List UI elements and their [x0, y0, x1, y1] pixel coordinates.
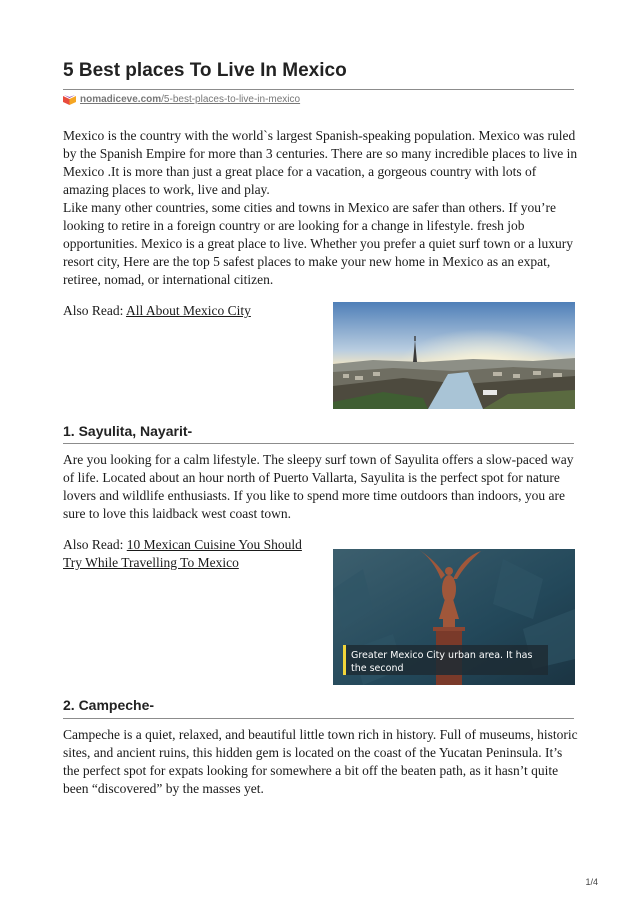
also-read-label: Also Read:	[63, 303, 126, 318]
image-caption-line-1: Greater Mexico City urban area. It has	[351, 650, 533, 661]
page-title: 5 Best places To Live In Mexico	[63, 60, 347, 81]
section-2-heading: 2. Campeche-	[63, 697, 155, 713]
section-1-text: Are you looking for a calm lifestyle. The sleepy surf town of Sayulita offers a slow-paced way of life. Located about an hour north of Puerto Vallarta, Sayulita is the perfect spot for nature lovers and wildlife enthusiasts. If you like to spend more time outdoors than indoors, you are sure to love this laidback west coast town.	[63, 452, 574, 521]
source-url[interactable]	[80, 94, 300, 105]
intro-paragraph-1: Mexico is the country with the world`s largest Spanish-speaking population. Mexico was ruled by the Spanish Empire for more than 3 centuries. There are so many incredible places to live in Mexico .It is more than just a great place for a vacation, a gorgeous country with lots of amazing places to work, live and play.	[63, 128, 578, 197]
also-read-label: Also Read:	[63, 537, 127, 552]
also-read-link-mexico-city[interactable]: All About Mexico City	[126, 303, 251, 318]
intro-paragraph-2: Like many other countries, some cities and towns in Mexico are safer than others. If you’re looking to retire in a foreign country or are looking for a change in lifestyle. fresh job opportunities. Mexico is a great place to live. Whether you prefer a quiet surf town or a luxury resort city, Here are the top 5 safest places to make your new home in Mexico as an expat, retiree, nomad, or international citizen.	[63, 200, 573, 287]
site-logo-icon	[63, 95, 76, 105]
title-divider	[63, 89, 574, 90]
also-read-1	[63, 302, 303, 320]
source-path: /5-best-places-to-live-in-mexico	[161, 94, 301, 105]
also-read-link-mexican-cuisine[interactable]: 10 Mexican Cuisine You Should Try While Travelling To Mexico	[63, 537, 302, 570]
section-2-divider	[63, 718, 574, 719]
section-1-heading: 1. Sayulita, Nayarit-	[63, 423, 193, 439]
intro-text	[63, 127, 578, 289]
image-caption-line-2: the second	[351, 663, 404, 674]
source-link[interactable]	[63, 94, 300, 105]
angel-monument-image	[333, 549, 575, 685]
city-skyline-image	[333, 302, 575, 409]
source-domain: nomadiceve.com	[80, 94, 162, 105]
also-read-2	[63, 536, 318, 572]
section-2-text: Campeche is a quiet, relaxed, and beautiful little town rich in history. Full of museums, historic sites, and ancient ruins, this hidden gem is located on the coast of the Yucatan Peninsula. It’s the perfect spot for expats looking for somewhere a bit off the beaten path, as it hasn’t quite been “discovered” by the masses yet.	[63, 727, 578, 796]
page-number: 1/4	[585, 877, 598, 887]
section-1-divider	[63, 443, 574, 444]
